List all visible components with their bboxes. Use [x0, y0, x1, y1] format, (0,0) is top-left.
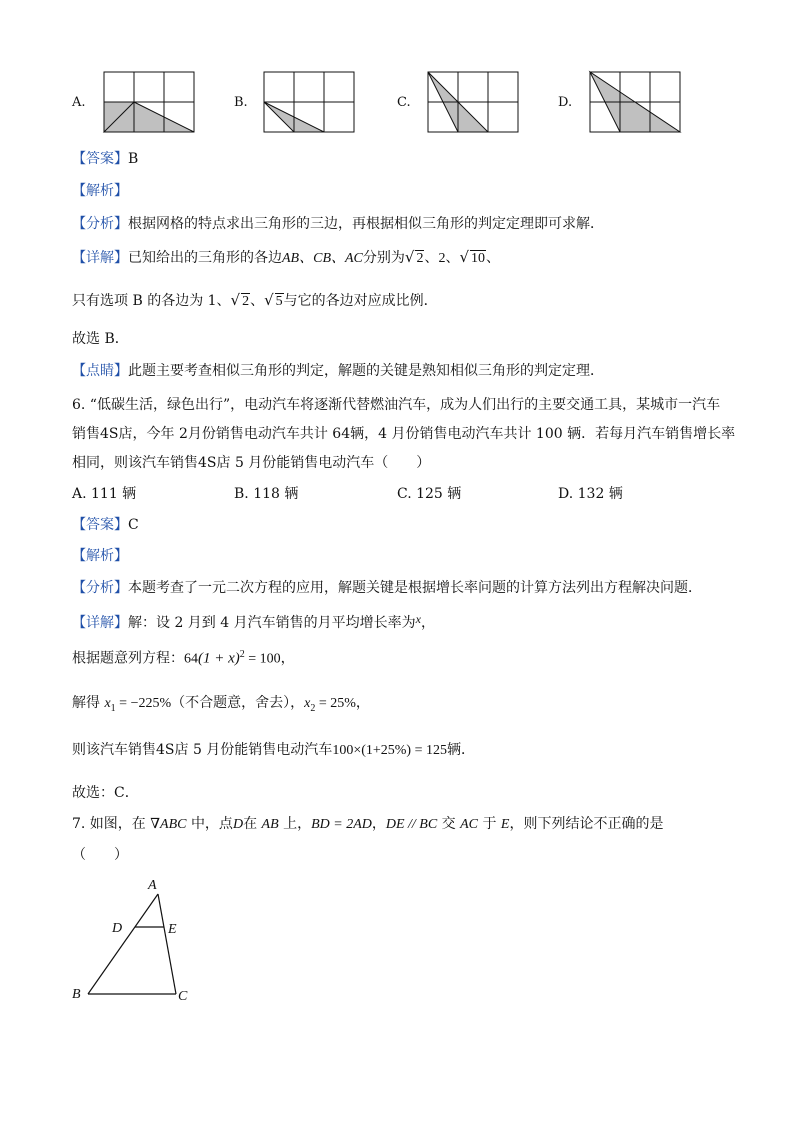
sqrt-sign: √ [264, 291, 274, 309]
triangle-figure [60, 870, 210, 1010]
eq-rhs: = 100， [244, 651, 295, 667]
q6-option-a: A. 111 辆 [72, 486, 137, 502]
separator: 、 [424, 250, 439, 266]
stem-text: 7. 如图，在 [72, 816, 146, 832]
option-label-b: B. [234, 95, 248, 110]
q6-option-b: B. 118 辆 [234, 486, 299, 502]
condition-bd: BD = 2AD [311, 817, 372, 832]
option-label-a: A. [72, 95, 86, 110]
stem-text: ， [371, 816, 386, 832]
q6-stem-line-2: 销售4S店，今年 2月份销售电动汽车共计 64辆，4 月份销售电动汽车共计 100 辆．若每月汽车销售增长率 [72, 426, 736, 442]
solve-label: 解得 [72, 695, 100, 711]
fenxi-text: 本题考查了一元二次方程的应用，解题关键是根据增长率问题的计算方法列出方程解决问题． [128, 580, 702, 596]
stem-text: 于 [482, 816, 497, 832]
dianjing-tag: 【点睛】 [72, 363, 128, 379]
fenxi-tag: 【分析】 [72, 216, 128, 232]
dianjing-text: 此题主要考查相似三角形的判定，解题的关键是熟知相似三角形的判定定理． [128, 363, 604, 379]
q6-fenxi-line [72, 579, 702, 597]
q5-dianjing-line [72, 362, 604, 380]
eq-coefficient: 64 [184, 651, 198, 667]
x1-value: = −225%（不合题意，舍去）， [115, 696, 305, 711]
xiangjie-tag: 【详解】 [72, 615, 128, 631]
result-text: 则该汽车销售4S店 5 月份能销售电动汽车 [72, 742, 333, 758]
triangle-name: ∇ABC [150, 817, 187, 832]
separator: 、 [250, 293, 265, 309]
equation-label: 根据题意列方程： [72, 650, 184, 667]
stem-text: 交 [441, 816, 456, 832]
point-e: E [500, 817, 510, 832]
q7-stem-line-2: （ ） [72, 847, 128, 863]
stem-text: 上， [283, 816, 312, 832]
q5-choose: 故选 B． [72, 331, 129, 347]
q6-analysis-tag: 【解析】 [72, 548, 128, 564]
q6-result-line [72, 741, 475, 760]
condition-parallel: DE // BC [385, 817, 438, 832]
vertex-label-e: E [168, 922, 177, 937]
x2-var: x [304, 696, 311, 711]
eq-exponent: 2 [239, 649, 245, 660]
side-names: AB、CB、AC [282, 251, 363, 266]
vertex-label-c: C [178, 989, 188, 1004]
answer-tag: 【答案】 [72, 517, 128, 533]
grid-figure-c [428, 72, 518, 132]
q6-stem-line-1: 6. “低碳生活，绿色出行”，电动汽车将逐渐代替燃油汽车，成为人们出行的主要交通工具，某城市一汽车 [72, 397, 721, 413]
separator: 、 [445, 250, 460, 266]
q5-analysis-tag: 【解析】 [72, 183, 128, 199]
sqrt-2: 2 [416, 251, 424, 266]
x2-value: = 25%， [315, 696, 370, 711]
xiangjie-tag: 【详解】 [72, 250, 128, 266]
q5-ratio-line [72, 291, 438, 310]
answer-value: C [128, 517, 139, 533]
q7-stem-line-1 [72, 815, 663, 834]
q6-solve-line [72, 694, 370, 718]
answer-tag: 【答案】 [72, 151, 128, 167]
sqrt-2: 2 [242, 294, 250, 309]
fenxi-tag: 【分析】 [72, 580, 128, 596]
grid-figure-a [104, 72, 194, 132]
separator: 、 [486, 250, 501, 266]
vertex-label-b: B [72, 987, 81, 1002]
segment-ac: AC [460, 817, 478, 832]
stem-text: ，则下列结论不正确的是 [509, 816, 664, 832]
sqrt-sign: √ [459, 248, 470, 266]
xiangjie-text: 解：设 2 月到 4 月汽车销售的月平均增长率为 [128, 615, 416, 631]
fenxi-text: 根据网格的特点求出三角形的三边，再根据相似三角形的判定定理即可求解． [128, 216, 604, 232]
eq-factor: (1 + x) [198, 650, 240, 667]
option-label-d: D. [558, 95, 573, 110]
xiangjie-text: 已知给出的三角形的各边 [128, 250, 282, 266]
x1-sub: 1 [110, 702, 116, 714]
answer-value: B [128, 151, 139, 167]
result-math: 100×(1+25%) = 125 [332, 743, 447, 758]
sqrt-sign: √ [230, 291, 241, 309]
q6-equation-line [72, 646, 295, 669]
grid-figure-d [590, 72, 680, 132]
q5-fenxi-line [72, 215, 604, 233]
q6-option-c: C. 125 辆 [397, 486, 462, 502]
punct: ， [420, 615, 435, 631]
variable-x: x [415, 612, 421, 626]
x1-var: x [104, 696, 111, 711]
stem-text: 在 [243, 816, 258, 832]
q6-xiangjie-line [72, 610, 435, 632]
q6-choose: 故选：C． [72, 785, 139, 801]
stem-text: 中，点 [190, 816, 233, 832]
q6-answer-line [72, 516, 139, 534]
sqrt-5: 5 [275, 294, 283, 309]
xiangjie-text-2: 分别为 [362, 250, 405, 266]
sqrt-sign: √ [404, 248, 415, 266]
sqrt-10: 10 [471, 251, 486, 266]
option-label-c: C. [397, 95, 411, 110]
ratio-text: 只有选项 B 的各边为 1、 [72, 293, 231, 309]
ratio-text-2: 与它的各边对应成比例． [283, 293, 438, 309]
q6-stem-line-3: 相同，则该汽车销售4S店 5 月份能销售电动汽车（ ） [72, 455, 431, 471]
value-2: 2 [438, 251, 446, 266]
result-unit: 辆． [447, 742, 475, 758]
q5-xiangjie-line [72, 248, 500, 268]
q5-answer-line [72, 150, 138, 168]
x2-sub: 2 [310, 702, 316, 714]
vertex-label-d: D [112, 921, 123, 936]
segment-ab: AB [261, 817, 279, 832]
point-d: D [232, 817, 244, 832]
grid-figure-b [264, 72, 354, 132]
vertex-label-a: A [148, 878, 157, 893]
q6-option-d: D. 132 辆 [558, 486, 623, 502]
